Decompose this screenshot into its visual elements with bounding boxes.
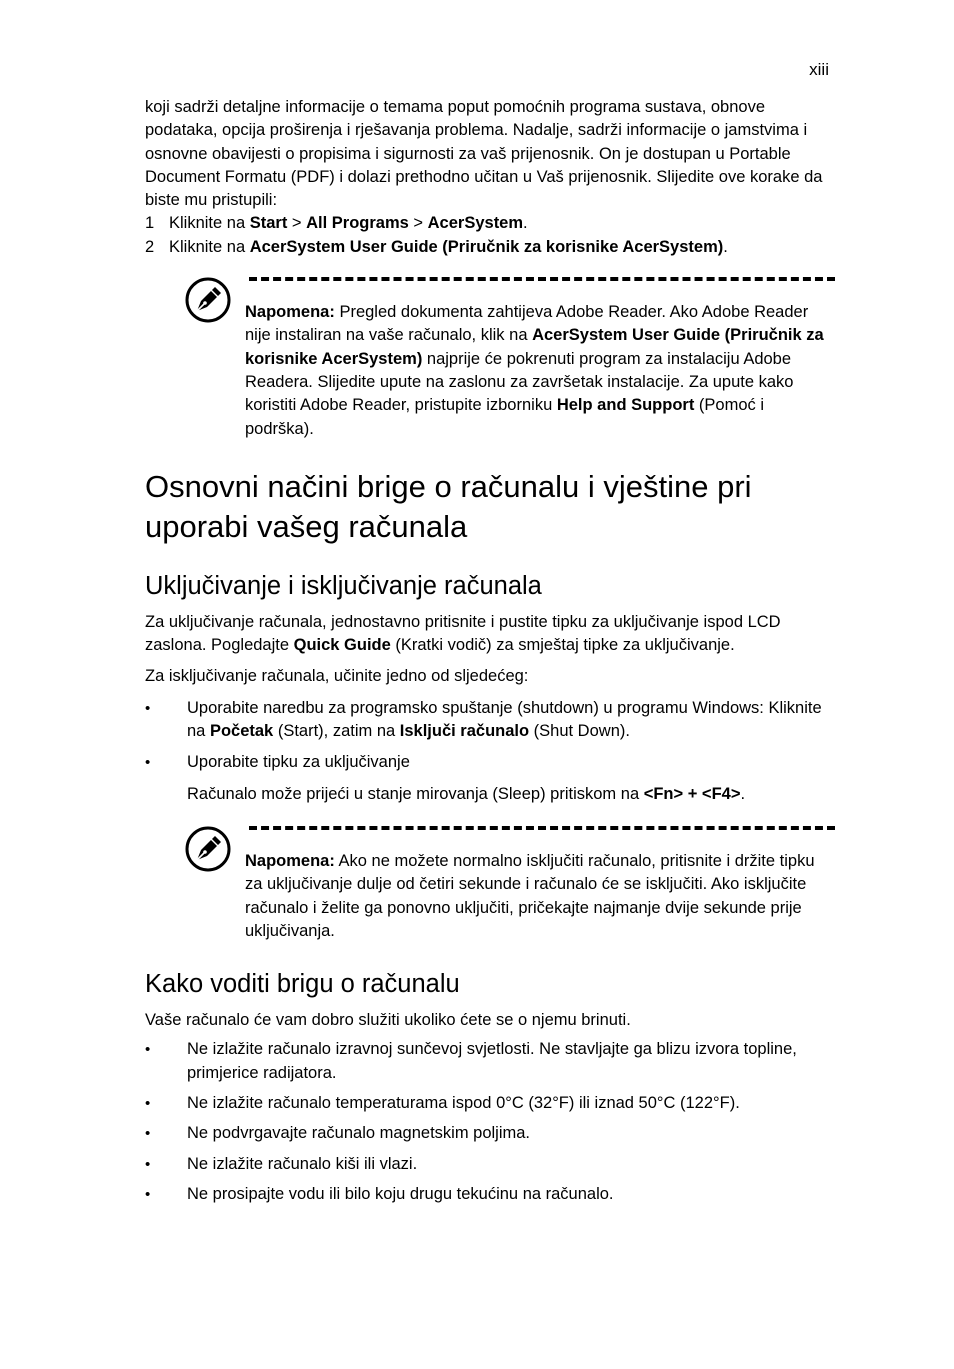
- bullet-icon: •: [145, 754, 151, 772]
- note-box-2: [185, 826, 835, 943]
- list-item: • Ne prosipajte vodu ili bilo koju drugu tekućinu na računalo.: [145, 1183, 835, 1206]
- bullet-icon: •: [145, 1155, 151, 1173]
- care-heading: Kako voditi brigu o računalu: [145, 970, 460, 999]
- power-heading: Uključivanje i isključivanje računala: [145, 571, 542, 600]
- list-item: • Uporabite naredbu za programsko spuštanje (shutdown) u programu Windows: Kliknite na Početak (Start), zatim na Isključi računalo (Shut Down).: [145, 698, 822, 741]
- intro-paragraph: koji sadrži detaljne informacije o temama poput pomoćnih programa sustava, obnove podataka, opcija proširenja i rješavanja problema. Nadalje, sadrži informacije o jamstvima i osnovne obavijesti o propisima i sigurnosti za vaš prijenosnik. On je dostupan u Portable Document Formatu (PDF) i dolazi prethodno učitan u Vaš prijenosnik. Slijedite ove korake da biste mu pristupili:: [145, 98, 823, 210]
- pen-nib-icon: [185, 277, 231, 323]
- bullet-icon: •: [145, 1125, 151, 1143]
- power-bullets: [145, 697, 835, 775]
- power-paragraph-1: Za uključivanje računala, jednostavno pritisnite i pustite tipku za uključivanje ispod LCD zaslona. Pogledajte Quick Guide (Kratki vodič) za smještaj tipke za uključivanje.: [145, 612, 781, 655]
- note-1-text: Napomena: Pregled dokumenta zahtijeva Adobe Reader. Ako Adobe Reader nije instaliran na vaše računalo, klik na AcerSystem User Guide (Priručnik za korisnike AcerSystem) najprije će pokrenuti program za instalaciju Adobe Readera. Slijedite upute na zaslonu za završetak instalacije. Za upute kako koristiti Adobe Reader, pristupite izborniku Help and Support (Pomoć i podrška).: [245, 303, 824, 438]
- list-item: • Ne izlažite računalo temperaturama ispod 0°C (32°F) ili iznad 50°C (122°F).: [145, 1092, 835, 1115]
- bullet-icon: •: [145, 1041, 151, 1059]
- dashed-divider: [249, 277, 835, 281]
- step-2: [145, 236, 835, 259]
- step-number: 2: [145, 237, 155, 256]
- step-number: 1: [145, 214, 155, 233]
- step-text: Kliknite na Start > All Programs > AcerSystem.: [169, 214, 528, 233]
- list-item: • Uporabite tipku za uključivanje: [145, 751, 835, 774]
- step-text: Kliknite na AcerSystem User Guide (Priručnik za korisnike AcerSystem).: [169, 237, 728, 256]
- bullet-icon: •: [145, 1185, 151, 1203]
- bullet-icon: •: [145, 699, 151, 717]
- sleep-paragraph: Računalo može prijeći u stanje mirovanja (Sleep) pritiskom na <Fn> + <F4>.: [187, 784, 746, 803]
- care-bullets: [145, 1038, 835, 1206]
- care-intro: Vaše računalo će vam dobro služiti ukoliko ćete se o njemu brinuti.: [145, 1011, 631, 1030]
- list-item: • Ne podvrgavajte računalo magnetskim poljima.: [145, 1122, 835, 1145]
- note-box-1: [185, 277, 835, 441]
- page-number: xiii: [809, 60, 829, 79]
- steps-list: [145, 212, 835, 259]
- bullet-icon: •: [145, 1095, 151, 1113]
- dashed-divider: [249, 826, 835, 830]
- page-content: [145, 96, 835, 1206]
- power-paragraph-2: Za isključivanje računala, učinite jedno od sljedećeg:: [145, 667, 529, 686]
- pen-nib-icon: [185, 826, 231, 872]
- list-item: • Ne izlažite računalo kiši ili vlazi.: [145, 1153, 835, 1176]
- section-title: Osnovni načini brige o računalu i vještine pri uporabi vašeg računala: [145, 468, 752, 544]
- list-item: • Ne izlažite računalo izravnoj sunčevoj svjetlosti. Ne stavljajte ga blizu izvora topline, primjerice radijatora.: [145, 1040, 797, 1082]
- step-1: [145, 212, 835, 235]
- note-2-text: Napomena: Ako ne možete normalno isključiti računalo, pritisnite i držite tipku za uključivanje dulje od četiri sekunde i računalo će se isključiti. Ako isključite računalo i želite ga ponovno uključiti, pričekajte najmanje dvije sekunde prije uključivanja.: [245, 851, 815, 940]
